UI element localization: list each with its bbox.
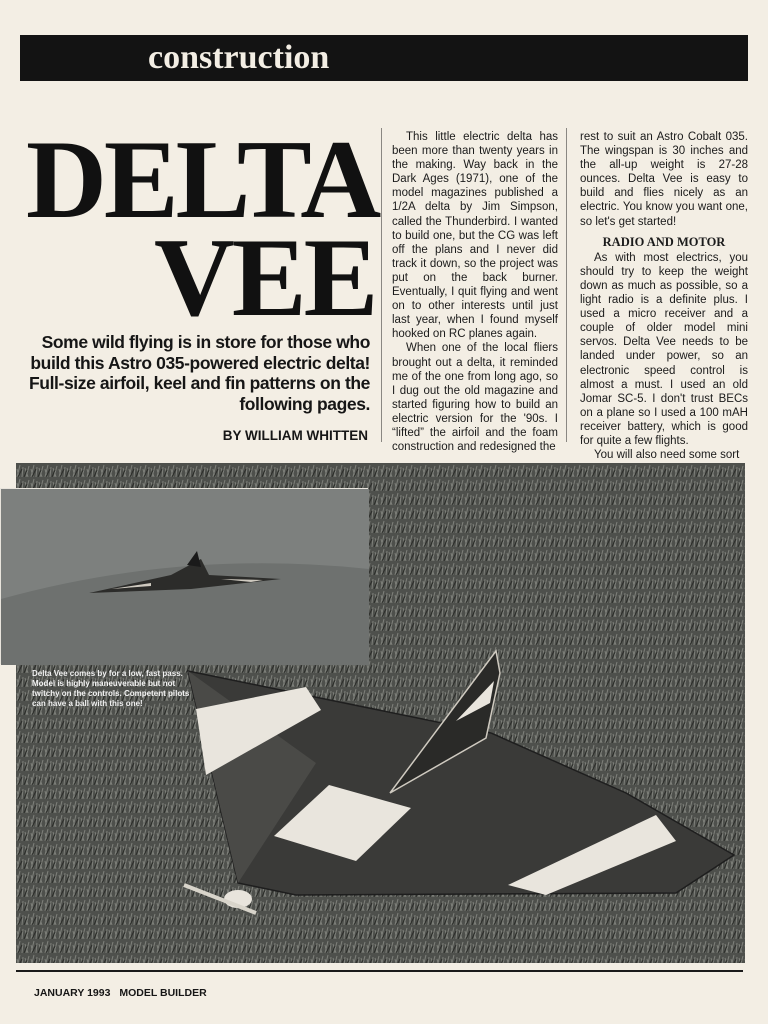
section-banner xyxy=(20,35,748,81)
body-paragraph: rest to suit an Astro Cobalt 035. The wingspan is 30 inches and the all-up weight is 27-28 ounces. Delta Vee is easy to build and flies nicely as an electric. You know you want one, so let's get started! xyxy=(580,131,748,228)
flying-inset-photo xyxy=(0,488,368,664)
article-title-line-2: VEE xyxy=(154,216,376,340)
inset-illustration xyxy=(1,489,369,665)
magazine-name: MODEL BUILDER xyxy=(119,987,207,999)
column-divider xyxy=(381,128,382,442)
issue-date: JANUARY 1993 xyxy=(34,987,111,999)
body-column-1 xyxy=(392,130,558,454)
page-footer xyxy=(34,987,213,999)
column-divider xyxy=(566,128,567,442)
body-paragraph: As with most electrics, you should try to keep the weight down as much as possible, so a light radio is a definite plus. I used a micro receiver and a couple of older model mini servos. Delta Vee needs to be landed under power, so an electronic speed control is almost a must. I used an old Jomar SC-5. I don't trust BECs on a plane so I used a 100 mAH receiver battery, which is good for quite a few flights. xyxy=(580,251,748,447)
section-label: construction xyxy=(148,39,330,76)
body-paragraph: You will also need some sort xyxy=(594,449,740,462)
photo-caption: Delta Vee comes by for a low, fast pass. Model is highly maneuverable but not twitchy on the controls. Competent pilots can have a ball with this one! xyxy=(32,669,190,708)
footer-rule xyxy=(16,970,743,972)
article-deck: Some wild flying is in store for those who build this Astro 035-powered electric delta! Full-size airfoil, keel and fin patterns on the following pages. xyxy=(29,332,370,414)
body-paragraph: This little electric delta has been more than twenty years in the making. Way back in the Dark Ages (1971), one of the model magazines published a 1/2A delta by Jim Simpson, called the Thunderbird. I wanted to build one, but the CG was left off the plans and I never did track it down, so the project was put on the back burner. Eventually, I quit flying and went on to other interests until just last year, when I found myself hooked on RC planes again. xyxy=(392,131,558,341)
body-column-2 xyxy=(580,130,748,462)
body-paragraph: When one of the local fliers brought out a delta, it reminded me of the one from long ago, so I dug out the old magazine and started figuring how to build an electric version for the '90s. I “lifted” the airfoil and the foam construction and redesigned the xyxy=(392,342,558,454)
section-heading: RADIO AND MOTOR xyxy=(602,234,726,249)
byline: BY WILLIAM WHITTEN xyxy=(222,428,368,443)
article-title-line-1: DELTA xyxy=(26,118,379,242)
